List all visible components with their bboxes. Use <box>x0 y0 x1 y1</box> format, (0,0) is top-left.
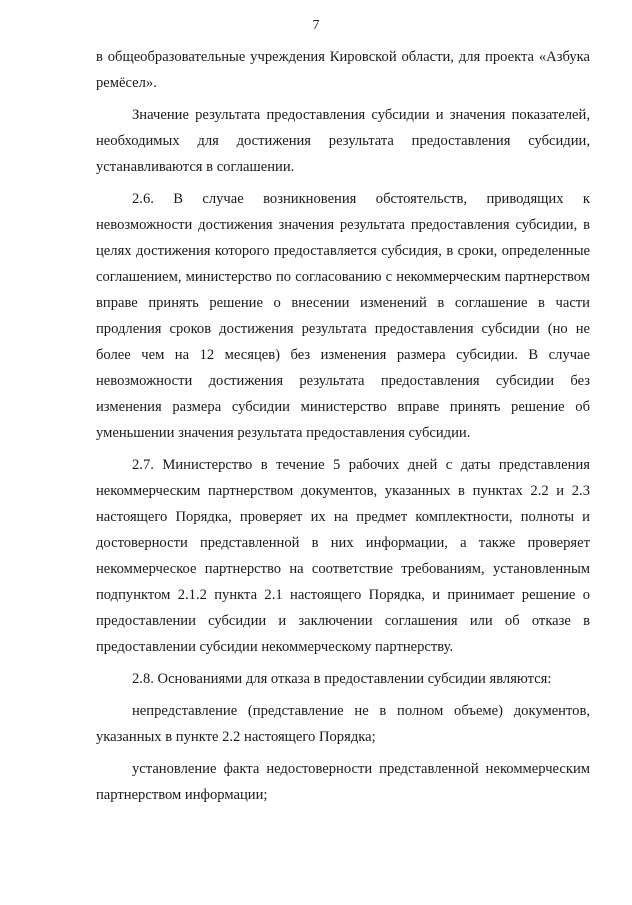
paragraph-2-7: 2.7. Министерство в течение 5 рабочих дней с даты представления некоммерческим партнерством документов, указанных в пунктах 2.2 и 2.3 настоящего Порядка, проверяет их на предмет комплектности, полноты и достоверности представленной в них информации, а также проверяет некоммерческое партнерство на соответствие требованиям, установленным подпунктом 2.1.2 пункта 2.1 настоящего Порядка, и принимает решение о предоставлении субсидии и заключении соглашения или об отказе в предоставлении субсидии некоммерческому партнерству. <box>96 457 590 655</box>
paragraph-continuation: в общеобразовательные учреждения Кировской области, для проекта «Азбука ремёсел». <box>96 49 590 91</box>
paragraph-refusal-reason-2: установление факта недостоверности представленной некоммерческим партнерством информации; <box>96 761 590 803</box>
paragraph-refusal-reason-1: непредставление (представление не в полном объеме) документов, указанных в пункте 2.2 настоящего Порядка; <box>96 703 590 745</box>
paragraph-2-6: 2.6. В случае возникновения обстоятельств, приводящих к невозможности достижения значения результата предоставления субсидии, в целях достижения которого предоставляется субсидия, в сроки, определенные соглашением, министерство по согласованию с некоммерческим партнерством вправе принять решение о внесении изменений в соглашение в части продления сроков достижения результата предоставления субсидии (но не более чем на 12 месяцев) без изменения размера субсидии. В случае невозможности достижения результата предоставления субсидии без изменения размера субсидии министерство вправе принять решение об уменьшении значения результата предоставления субсидии. <box>96 191 590 441</box>
paragraph-2-8: 2.8. Основаниями для отказа в предоставлении субсидии являются: <box>132 671 552 687</box>
document-body <box>96 44 590 808</box>
paragraph-result-values: Значение результата предоставления субсидии и значения показателей, необходимых для достижения результата предоставления субсидии, устанавливаются в соглашении. <box>96 107 590 175</box>
page-number: 7 <box>312 18 320 33</box>
